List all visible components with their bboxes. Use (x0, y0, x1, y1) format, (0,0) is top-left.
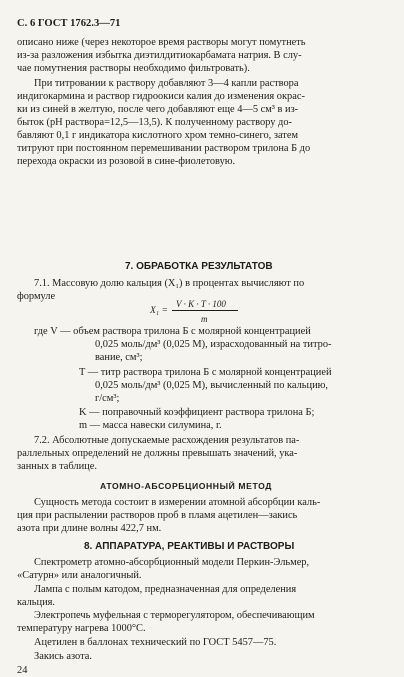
page-header: С. 6 ГОСТ 1762.3—71 (17, 18, 121, 29)
legend-line: где V — объем раствора трилона Б с молярной концентрацией (34, 326, 311, 337)
formula-fraction-bar (172, 310, 238, 311)
text-line: бавляют 0,1 г индикатора кислотного хром темно-синего, затем (17, 130, 299, 141)
text-line: занных в таблице. (17, 461, 97, 472)
legend-line: вание, см³; (95, 352, 143, 363)
text-line: температуру нагрева 1000°С. (17, 623, 146, 634)
formula-numerator: V · K · T · 100 (176, 299, 226, 309)
text-line: Лампа с полым катодом, предназначенная для определения (34, 584, 297, 595)
text-line: титруют при постоянном перемешивании раствором трилона Б до (17, 143, 311, 154)
text-line: кальция. (17, 597, 56, 608)
text-line: При титровании к раствору добавляют 3—4 капли раствора (34, 78, 299, 89)
text-line: раллельных определений не должны превышать значений, ука- (17, 448, 298, 459)
text-line: азота при длине волны 422,7 нм. (17, 523, 162, 534)
text-line: из-за разложения избытка диэтилдитиокарбамата натрия. В слу- (17, 50, 302, 61)
text-line: 7.2. Абсолютные допускаемые расхождения результатов па- (34, 435, 300, 446)
text-line: Сущность метода состоит в измерении атомной абсорбции каль- (34, 497, 321, 508)
text-line: 7.1. Массовую долю кальция (X₁) в процентах вычисляют по (34, 278, 305, 289)
text-line: Ацетилен в баллонах технический по ГОСТ 5457—75. (34, 637, 277, 648)
legend-line: 0,025 моль/дм³ (0,025 М), вычисленный по кальцию, (95, 380, 329, 391)
text-line: Электропечь муфельная с терморегулятором, обеспечивающим (34, 610, 315, 621)
formula-denominator: m (201, 314, 208, 324)
text-line: индигокармина и раствор гидроокиси калия до изменения окрас- (17, 91, 305, 102)
page-number: 24 (17, 665, 28, 676)
method-title: АТОМНО-АБСОРБЦИОННЫЙ МЕТОД (100, 481, 273, 491)
text-line: перехода окраски из розовой в сине-фиолетовую. (17, 156, 236, 167)
legend-line: 0,025 моль/дм³ (0,025 М), израсходованный на титро- (95, 339, 332, 350)
formula-lhs: X₁ = (150, 306, 168, 316)
legend-line: K — поправочный коэффициент раствора трилона Б; (79, 407, 315, 418)
section-8-title: 8. АППАРАТУРА, РЕАКТИВЫ И РАСТВОРЫ (84, 541, 295, 552)
text-line: Закись азота. (34, 651, 92, 662)
section-7-title: 7. ОБРАБОТКА РЕЗУЛЬТАТОВ (125, 261, 273, 272)
text-line: ки из синей в желтую, после чего добавляют еще 4—5 см³ в из- (17, 104, 299, 115)
text-line: описано ниже (через некоторое время растворы могут помутнеть (17, 37, 306, 48)
text-line: быток (pH раствора=12,5—13,5). К полученному раствору до- (17, 117, 292, 128)
text-line: формуле (17, 291, 56, 302)
text-line: ция при распылении растворов проб в пламя ацетилен—закись (17, 510, 298, 521)
text-line: «Сатурн» или аналогичный. (17, 570, 142, 581)
legend-line: г/см³; (95, 393, 120, 404)
legend-line: T — титр раствора трилона Б с молярной концентрацией (79, 367, 332, 378)
text-line: Спектрометр атомно-абсорбционный модели Перкин-Эльмер, (34, 557, 310, 568)
legend-line: m — масса навески силумина, г. (79, 420, 222, 431)
text-line: чае помутнения растворы необходимо фильтровать). (17, 63, 250, 74)
